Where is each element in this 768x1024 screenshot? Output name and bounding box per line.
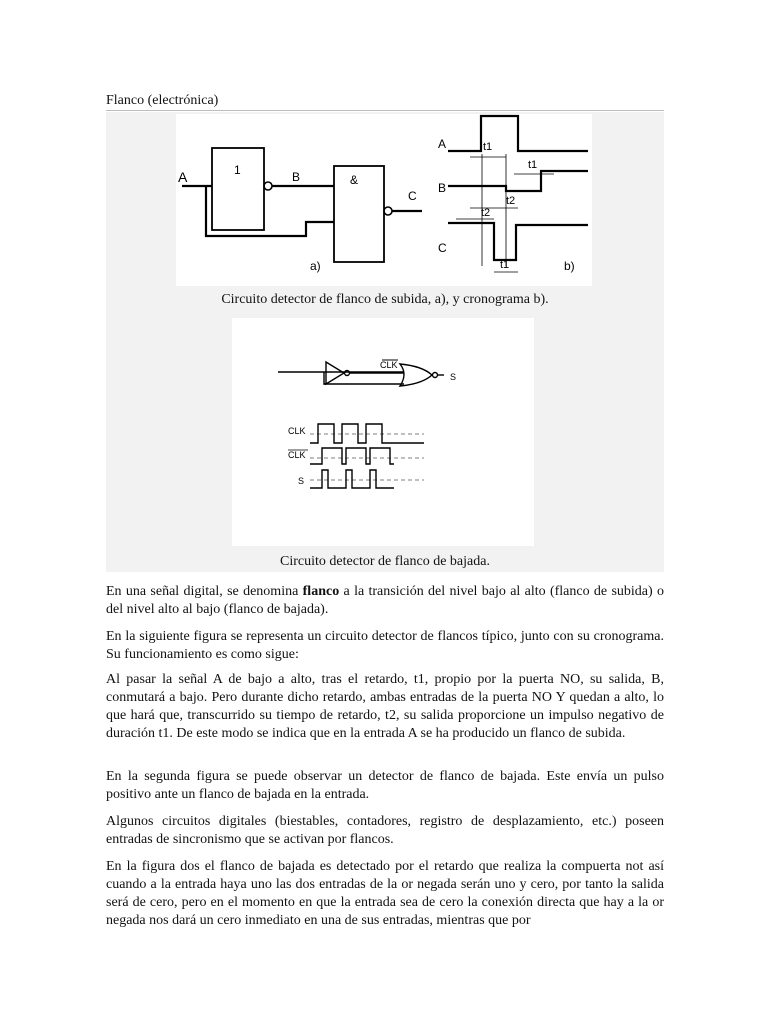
paragraph-1-before: En una señal digital, se denomina: [106, 584, 303, 599]
timing-s-label: S: [298, 476, 305, 486]
figure1-caption: Circuito detector de flanco de subida, a), y cronograma b).: [221, 292, 549, 307]
t2-low-label: t2: [481, 207, 491, 219]
paragraph-2: En la siguiente figura se representa un circuito detector de flancos típico, junto con su cronograma. Su funcionamiento es como sigue:: [106, 629, 664, 662]
timing-clk-bar-label: CLK: [288, 450, 306, 460]
timing-c-label: C: [438, 241, 447, 255]
paragraph-6: En la figura dos el flanco de bajada es detectado por el retardo que realiza la compuerta not así cuando a la entrada haya uno las dos entradas de la or negada serán uno y cero, por tanto la salida será de cero, pero en el momento en que la entrada sea de cero la conexión directa que hay a la or negada nos dará un cero inmediato en una de sus entradas, mientras que por: [106, 859, 664, 928]
timing-clk-label: CLK: [288, 426, 306, 436]
t2-mid-label: t2: [506, 195, 516, 207]
not-gate-label: 1: [234, 163, 241, 177]
output-c-label: C: [408, 189, 417, 203]
paragraph-4: En la segunda figura se puede observar un detector de flanco de bajada. Este envía un pulso positivo ante un flanco de bajada en la entrada.: [106, 769, 664, 802]
subfigure-b-label: b): [564, 259, 575, 273]
title-divider: [106, 110, 664, 111]
clk-bar-label: CLK: [380, 360, 398, 370]
figure-rising-edge-detector: [176, 114, 592, 286]
paragraph-1-bold-term: flanco: [302, 584, 340, 599]
t1-top-label: t1: [483, 141, 493, 153]
t1-bottom-label: t1: [500, 259, 510, 271]
paragraph-1-after: a la transición del nivel bajo al alto (flanco de subida) o del nivel alto al bajo (flanco de bajada).: [106, 584, 665, 617]
timing-b-label: B: [438, 181, 447, 195]
and-gate-label: &: [350, 173, 359, 187]
paragraph-5: Algunos circuitos digitales (biestables, contadores, registro de desplazamiento, etc.) poseen entradas de sincronismo que se activan por flancos.: [106, 814, 664, 847]
page-title: Flanco (electrónica): [106, 93, 219, 108]
t1-mid-label: t1: [528, 159, 538, 171]
input-a-label: A: [178, 169, 188, 185]
node-b-label: B: [292, 170, 301, 184]
output-s-label: S: [450, 372, 457, 382]
paragraph-1: [106, 583, 664, 619]
figure-falling-edge-detector: [232, 318, 534, 546]
timing-a-label: A: [438, 137, 447, 151]
subfigure-a-label: a): [310, 259, 321, 273]
figure2-caption: Circuito detector de flanco de bajada.: [280, 554, 490, 569]
paragraph-3: Al pasar la señal A de bajo a alto, tras el retardo, t1, propio por la puerta NO, su salida, B, conmutará a bajo. Pero durante dicho retardo, ambas entradas de la puerta NO Y quedan a alto, lo que hará que, transcurrido su tiempo de retardo, t2, su salida proporcione un impulso negativo de duración t1. De este modo se indica que en la entrada A se ha producido un flanco de subida.: [106, 672, 664, 741]
